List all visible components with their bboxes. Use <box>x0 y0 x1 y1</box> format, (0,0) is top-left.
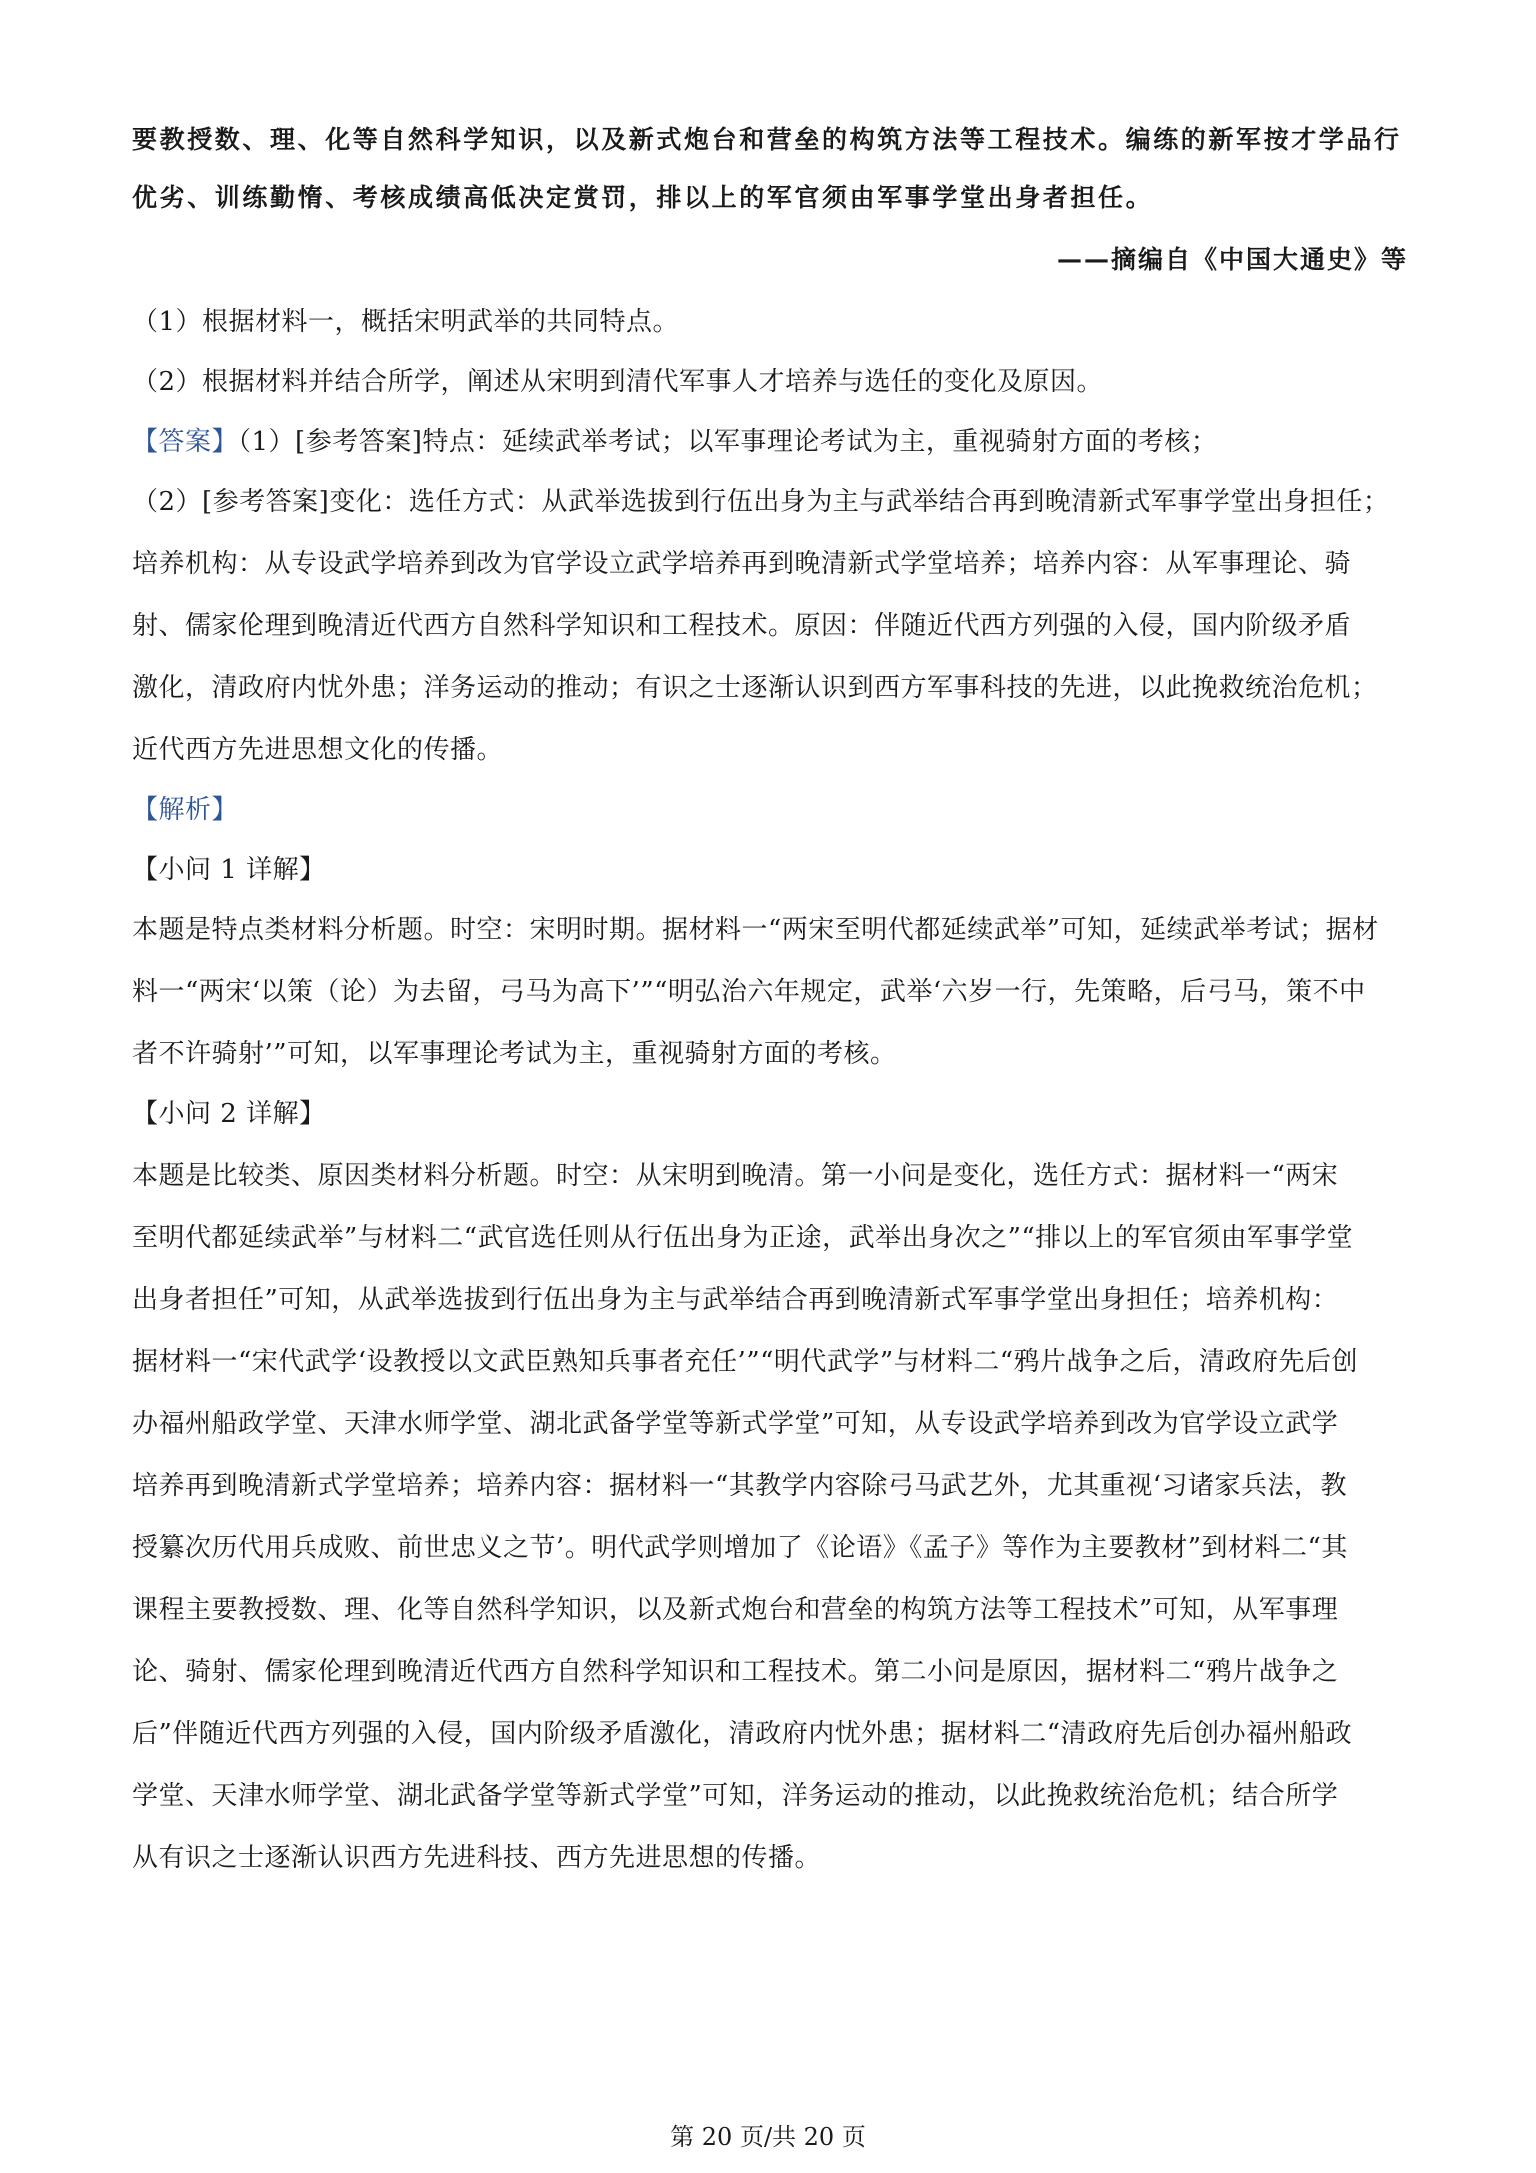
sub2-line: 本题是比较类、原因类材料分析题。时空：从宋明到晚清。第一小问是变化，选任方式：据材料一“两宋 <box>132 1161 1339 1191</box>
sub1-line: 料一“两宋‘以策（论）为去留，弓马为高下’”“明弘治六年规定，武举‘六岁一行，先策略，后弓马，策不中 <box>132 977 1366 1007</box>
sub2-line: 据材料一“宋代武学‘设教授以文武臣熟知兵事者充任’”“明代武学”与材料二“鸦片战争之后，清政府先后创 <box>132 1347 1358 1377</box>
material-source: ——摘编自《中国大通史》等 <box>1056 245 1408 274</box>
sub2-line: 课程主要教授数、理、化等自然科学知识，以及新式炮台和营垒的构筑方法等工程技术”可知，从军事理 <box>132 1595 1339 1625</box>
question-2: （2）根据材料并结合所学，阐述从宋明到清代军事人才培养与选任的变化及原因。 <box>132 367 1104 397</box>
sub2-line: 学堂、天津水师学堂、湖北武备学堂等新式学堂”可知，洋务运动的推动，以此挽救统治危机；结合所学 <box>132 1781 1339 1811</box>
sub2-line: 至明代都延续武举”与材料二“武官选任则从行伍出身为正途，武举出身次之”“排以上的军官须由军事学堂 <box>132 1223 1354 1253</box>
sub2-line: 从有识之士逐渐认识西方先进科技、西方先进思想的传播。 <box>132 1843 822 1873</box>
answer-line-6: 近代西方先进思想文化的传播。 <box>132 735 504 765</box>
sub2-line: 后”伴随近代西方列强的入侵，国内阶级矛盾激化，清政府内忧外患；据材料二“清政府先后创办福州船政 <box>132 1719 1353 1749</box>
sub2-line: 出身者担任”可知，从武举选拔到行伍出身为主与武举结合再到晚清新式军事学堂出身担任；培养机构： <box>132 1285 1339 1315</box>
sub2-line: 授纂次历代用兵成败、前世忠义之节’。明代武学则增加了《论语》《孟子》等作为主要教材”到材料二“其 <box>132 1533 1348 1563</box>
answer-line-1 <box>132 422 1422 462</box>
sub-question-1-title: 【小问 1 详解】 <box>132 855 326 885</box>
answer-line-4: 射、儒家伦理到晚清近代西方自然科学知识和工程技术。原因：伴随近代西方列强的入侵，国内阶级矛盾 <box>132 611 1352 641</box>
sub2-line: 办福州船政学堂、天津水师学堂、湖北武备学堂等新式学堂”可知，从专设武学培养到改为官学设立武学 <box>132 1409 1339 1439</box>
answer-line-3: 培养机构：从专设武学培养到改为官学设立武学培养再到晚清新式学堂培养；培养内容：从军事理论、骑 <box>132 549 1352 579</box>
sub1-line: 者不许骑射’”可知，以军事理论考试为主，重视骑射方面的考核。 <box>132 1039 897 1069</box>
answer-text-1: （1）[参考答案]特点：延续武举考试；以军事理论考试为主，重视骑射方面的考核； <box>238 427 1218 457</box>
answer-line-5: 激化，清政府内忧外患；洋务运动的推动；有识之士逐渐认识到西方军事科技的先进，以此挽救统治危机； <box>132 673 1378 703</box>
analysis-tag: 【解析】 <box>132 795 239 825</box>
sub1-line: 本题是特点类材料分析题。时空：宋明时期。据材料一“两宋至明代都延续武举”可知，延续武举考试；据材 <box>132 915 1379 945</box>
question-1: （1）根据材料一，概括宋明武举的共同特点。 <box>132 307 680 337</box>
sub-question-2-title: 【小问 2 详解】 <box>132 1099 326 1129</box>
sub2-line: 培养再到晚清新式学堂培养；培养内容：据材料一“其教学内容除弓马武艺外，尤其重视‘习诸家兵法，教 <box>132 1471 1348 1501</box>
sub2-line: 论、骑射、儒家伦理到晚清近代西方自然科学知识和工程技术。第二小问是原因，据材料二“鸦片战争之 <box>132 1657 1339 1687</box>
answer-tag: 【答案】 <box>132 427 239 457</box>
page-number: 第 20 页/共 20 页 <box>670 2123 866 2151</box>
material-line-2: 优劣、训练勤惰、考核成绩高低决定赏罚，排以上的军官须由军事学堂出身者担任。 <box>132 183 1154 212</box>
answer-line-2: （2）[参考答案]变化：选任方式：从武举选拔到行伍出身为主与武举结合再到晚清新式军事学堂出身担任； <box>132 487 1390 517</box>
material-line-1: 要教授数、理、化等自然科学知识，以及新式炮台和营垒的构筑方法等工程技术。编练的新军按才学品行 <box>132 125 1402 154</box>
